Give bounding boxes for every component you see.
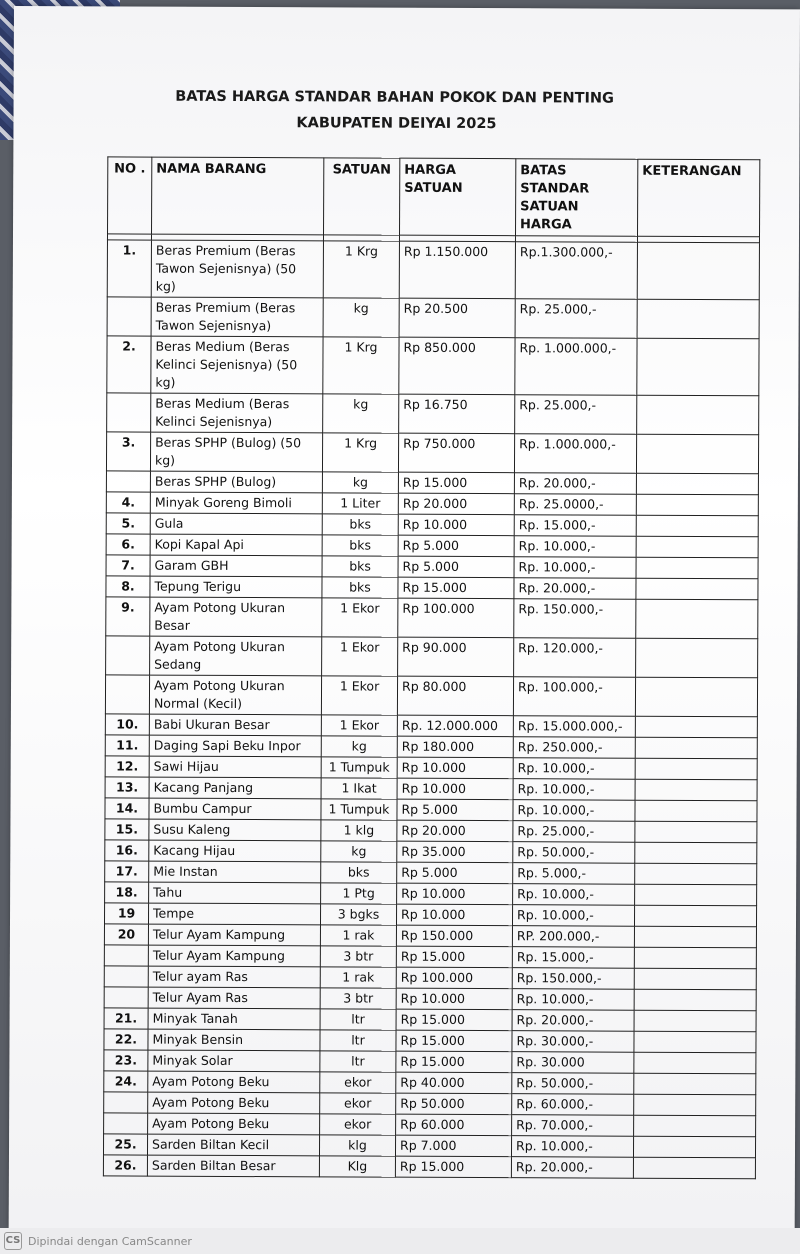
table-row — [106, 471, 758, 495]
header-nama-barang: NAMA BARANG — [152, 157, 324, 235]
cell-keterangan — [635, 863, 757, 885]
cell-satuan: kg — [321, 736, 397, 757]
cell-no — [107, 297, 151, 336]
cell-harga-satuan: Rp 7.000 — [395, 1135, 511, 1157]
cell-satuan: kg — [321, 841, 397, 862]
cell-nama-barang: Kacang Panjang — [149, 777, 321, 799]
header-satuan: SATUAN — [324, 158, 400, 235]
cell-nama-barang: Susu Kaleng — [149, 819, 321, 841]
cell-harga-satuan: Rp 20.500 — [399, 298, 515, 338]
cell-no: 4. — [106, 492, 150, 513]
cell-keterangan — [634, 1094, 756, 1116]
scanner-footer — [0, 1228, 800, 1254]
cell-batas-standar: Rp. 10.000,- — [513, 758, 635, 780]
cell-harga-satuan: Rp 15.000 — [396, 1009, 512, 1031]
cell-satuan: Klg — [319, 1156, 395, 1177]
cell-no — [105, 675, 149, 714]
table-row — [105, 675, 757, 717]
cell-harga-satuan: Rp 100.000 — [398, 598, 514, 638]
cell-nama-barang: Mie Instan — [149, 861, 321, 883]
cell-no: 24. — [104, 1071, 148, 1092]
cell-satuan: 1 rak — [320, 925, 396, 946]
scanned-page — [9, 6, 800, 1231]
cell-nama-barang: Tepung Terigu — [150, 576, 322, 598]
cell-satuan: ekor — [320, 1072, 396, 1093]
cell-batas-standar: Rp. 10.000,- — [514, 557, 636, 579]
cell-satuan: 1 klg — [321, 820, 397, 841]
cell-batas-standar: Rp. 20.000,- — [512, 1010, 634, 1032]
document-title: BATAS HARGA STANDAR BAHAN POKOK DAN PENTING — [175, 88, 615, 107]
cell-nama-barang: Ayam Potong Beku — [148, 1092, 320, 1114]
cell-harga-satuan: Rp 10.000 — [396, 904, 512, 926]
table-row — [106, 597, 758, 639]
cell-satuan: 1 Krg — [323, 241, 399, 298]
cell-harga-satuan: Rp 15.000 — [398, 577, 514, 599]
cell-harga-satuan: Rp 10.000 — [397, 757, 513, 779]
cell-harga-satuan: Rp 750.000 — [398, 433, 514, 473]
cell-batas-standar: Rp. 25.0000,- — [514, 494, 636, 516]
cell-satuan: bks — [322, 556, 398, 577]
cell-keterangan — [635, 821, 757, 843]
cell-batas-standar: Rp. 50.000,- — [512, 1073, 634, 1095]
cell-harga-satuan: Rp 15.000 — [396, 1030, 512, 1052]
cell-keterangan — [634, 1031, 756, 1053]
cell-nama-barang: Sarden Biltan Kecil — [147, 1134, 319, 1156]
cell-batas-standar: Rp. 60.000,- — [512, 1094, 634, 1116]
table-row — [106, 576, 758, 600]
cell-no: 2. — [107, 336, 151, 393]
cell-satuan: ekor — [320, 1093, 396, 1114]
cell-keterangan — [634, 968, 756, 990]
cell-nama-barang: Ayam Potong Ukuran Besar — [150, 597, 322, 637]
cell-no: 25. — [103, 1134, 147, 1155]
cell-batas-standar: Rp. 5.000,- — [513, 863, 635, 885]
table-row — [104, 1092, 756, 1116]
cell-batas-standar: Rp. 20.000,- — [511, 1157, 633, 1179]
table-row — [104, 1113, 756, 1137]
table-row — [106, 432, 758, 474]
cell-satuan: 1 Ikat — [321, 778, 397, 799]
table-row — [105, 819, 757, 843]
cell-keterangan — [636, 638, 758, 678]
cell-nama-barang: Garam GBH — [150, 555, 322, 577]
cell-no: 26. — [103, 1155, 147, 1176]
table-row — [105, 882, 757, 906]
table-row — [104, 1050, 756, 1074]
table-row — [104, 987, 756, 1011]
table-row — [106, 492, 758, 516]
cell-nama-barang: Babi Ukuran Besar — [149, 714, 321, 736]
cell-keterangan — [637, 395, 759, 435]
cell-harga-satuan: Rp 40.000 — [396, 1072, 512, 1094]
cell-harga-satuan: Rp 20.000 — [397, 820, 513, 842]
cell-satuan: bks — [322, 514, 398, 535]
cell-nama-barang: Sawi Hijau — [149, 756, 321, 778]
cell-keterangan — [634, 947, 756, 969]
cell-no: 20 — [104, 924, 148, 945]
cell-harga-satuan: Rp 16.750 — [399, 394, 515, 434]
cell-satuan: 1 Krg — [322, 433, 398, 472]
cell-batas-standar: Rp. 25.000,- — [513, 821, 635, 843]
cell-satuan: 1 Ptg — [321, 883, 397, 904]
cell-no: 6. — [106, 534, 150, 555]
cell-satuan: bks — [322, 577, 398, 598]
cell-no: 12. — [105, 756, 149, 777]
table-row — [104, 903, 756, 927]
cell-batas-standar: Rp. 10.000,- — [511, 1136, 633, 1158]
cell-nama-barang: Ayam Potong Ukuran Sedang — [150, 636, 322, 676]
cell-satuan: klg — [319, 1135, 395, 1156]
cell-batas-standar: Rp. 30.000 — [512, 1052, 634, 1074]
cell-batas-standar: Rp. 120.000,- — [514, 638, 636, 678]
cell-satuan: bks — [321, 862, 397, 883]
cell-keterangan — [634, 1052, 756, 1074]
cell-no — [104, 1092, 148, 1113]
cell-batas-standar: Rp. 1.000.000,- — [515, 338, 637, 396]
cell-keterangan — [637, 242, 759, 300]
cell-keterangan — [635, 716, 757, 738]
price-table — [103, 156, 760, 1179]
cell-keterangan — [634, 1010, 756, 1032]
cell-batas-standar: Rp. 10.000,- — [514, 536, 636, 558]
cell-harga-satuan: Rp 5.000 — [397, 799, 513, 821]
cell-harga-satuan: Rp 35.000 — [397, 841, 513, 863]
table-row — [107, 336, 759, 396]
table-row — [104, 1008, 756, 1032]
cell-nama-barang: Minyak Goreng Bimoli — [150, 492, 322, 514]
cell-harga-satuan: Rp 20.000 — [398, 493, 514, 515]
cell-keterangan — [635, 842, 757, 864]
cell-batas-standar: Rp. 10.000,- — [513, 779, 635, 801]
cell-keterangan — [635, 779, 757, 801]
cell-no: 18. — [105, 882, 149, 903]
cell-keterangan — [634, 1073, 756, 1095]
cell-no: 13. — [105, 777, 149, 798]
table-row — [105, 777, 757, 801]
table-header-row — [108, 157, 760, 237]
cell-keterangan — [634, 926, 756, 948]
cell-batas-standar: Rp. 10.000,- — [513, 800, 635, 822]
cell-harga-satuan: Rp 80.000 — [397, 676, 513, 716]
table-row — [106, 534, 758, 558]
cell-nama-barang: Gula — [150, 513, 322, 535]
cell-keterangan — [635, 737, 757, 759]
table-row — [104, 1029, 756, 1053]
camscanner-logo-icon: CS — [4, 1232, 22, 1250]
table-row — [104, 924, 756, 948]
document-subtitle: KABUPATEN DEIYAI 2025 — [296, 115, 497, 133]
table-row — [105, 714, 757, 738]
cell-keterangan — [636, 494, 758, 516]
cell-nama-barang: Beras Medium (Beras Kelinci Sejenisnya) — [151, 393, 323, 433]
cell-satuan: 1 Krg — [323, 337, 399, 394]
cell-keterangan — [636, 599, 758, 639]
cell-no: 19 — [104, 903, 148, 924]
cell-harga-satuan: Rp 1.150.000 — [399, 241, 515, 299]
cell-satuan: 3 btr — [320, 988, 396, 1009]
cell-no: 11. — [105, 735, 149, 756]
cell-satuan: ekor — [320, 1114, 396, 1135]
cell-satuan: 3 bgks — [320, 904, 396, 925]
cell-batas-standar: Rp. 15.000,- — [512, 947, 634, 969]
cell-keterangan — [636, 536, 758, 558]
cell-keterangan — [635, 800, 757, 822]
cell-batas-standar: Rp. 25.000,- — [515, 395, 637, 435]
table-row — [107, 297, 759, 339]
cell-nama-barang: Beras Premium (Beras Tawon Sejenisnya) — [151, 297, 323, 337]
cell-nama-barang: Telur ayam Ras — [148, 966, 320, 988]
table-row — [105, 861, 757, 885]
table-row — [105, 735, 757, 759]
table-row — [106, 555, 758, 579]
cell-batas-standar: Rp. 70.000,- — [512, 1115, 634, 1137]
cell-batas-standar: Rp. 30.000,- — [512, 1031, 634, 1053]
table-row — [106, 636, 758, 678]
cell-nama-barang: Beras Medium (Beras Kelinci Sejenisnya) (50 kg) — [151, 336, 323, 394]
cell-no: 5. — [106, 513, 150, 534]
header-harga-satuan: HARGA SATUAN — [400, 158, 516, 236]
cell-nama-barang: Tahu — [149, 882, 321, 904]
cell-nama-barang: Ayam Potong Beku — [148, 1113, 320, 1135]
cell-harga-satuan: Rp 15.000 — [396, 946, 512, 968]
cell-no — [104, 966, 148, 987]
cell-no: 14. — [105, 798, 149, 819]
cell-batas-standar: Rp. 1.000.000,- — [514, 434, 636, 474]
cell-batas-standar: Rp.1.300.000,- — [515, 242, 637, 300]
cell-harga-satuan: Rp 15.000 — [398, 472, 514, 494]
cell-satuan: 1 Tumpuk — [321, 799, 397, 820]
cell-keterangan — [634, 905, 756, 927]
cell-nama-barang: Minyak Tanah — [148, 1008, 320, 1030]
cell-satuan: 1 rak — [320, 967, 396, 988]
cell-nama-barang: Beras SPHP (Bulog) — [150, 471, 322, 493]
cell-no: 7. — [106, 555, 150, 576]
cell-satuan: kg — [323, 394, 399, 433]
cell-harga-satuan: Rp 5.000 — [398, 535, 514, 557]
cell-no — [106, 636, 150, 675]
table-row — [103, 1134, 755, 1158]
cell-harga-satuan: Rp 10.000 — [397, 778, 513, 800]
table-row — [106, 513, 758, 537]
cell-keterangan — [635, 758, 757, 780]
cell-harga-satuan: Rp 90.000 — [398, 637, 514, 677]
cell-harga-satuan: Rp 850.000 — [399, 337, 515, 395]
cell-batas-standar: Rp. 15.000.000,- — [513, 716, 635, 738]
cell-harga-satuan: Rp 60.000 — [396, 1114, 512, 1136]
cell-no — [104, 1113, 148, 1134]
cell-batas-standar: Rp. 20.000,- — [514, 578, 636, 600]
cell-keterangan — [634, 989, 756, 1011]
cell-batas-standar: Rp. 250.000,- — [513, 737, 635, 759]
header-no: NO . — [108, 157, 152, 234]
cell-no: 15. — [105, 819, 149, 840]
table-row — [104, 945, 756, 969]
cell-satuan: 1 Liter — [322, 493, 398, 514]
cell-nama-barang: Beras SPHP (Bulog) (50 kg) — [150, 432, 322, 472]
cell-batas-standar: RP. 200.000,- — [512, 926, 634, 948]
cell-satuan: 1 Ekor — [321, 715, 397, 736]
cell-harga-satuan: Rp 100.000 — [396, 967, 512, 989]
cell-keterangan — [634, 1115, 756, 1137]
cell-harga-satuan: Rp 15.000 — [395, 1156, 511, 1178]
table-row — [105, 840, 757, 864]
cell-no — [107, 393, 151, 432]
cell-batas-standar: Rp. 100.000,- — [513, 677, 635, 717]
cell-satuan: 1 Ekor — [321, 676, 397, 715]
cell-keterangan — [636, 557, 758, 579]
header-batas-standar: BATAS STANDAR SATUAN HARGA — [516, 159, 638, 237]
cell-nama-barang: Telur Ayam Ras — [148, 987, 320, 1009]
cell-keterangan — [636, 578, 758, 600]
cell-satuan: ltr — [320, 1030, 396, 1051]
cell-no: 22. — [104, 1029, 148, 1050]
cell-batas-standar: Rp. 20.000,- — [514, 473, 636, 495]
cell-nama-barang: Ayam Potong Beku — [148, 1071, 320, 1093]
cell-satuan: kg — [323, 298, 399, 337]
table-row — [103, 1155, 755, 1179]
cell-keterangan — [633, 1157, 755, 1179]
cell-nama-barang: Kopi Kapal Api — [150, 534, 322, 556]
cell-keterangan — [636, 473, 758, 495]
cell-batas-standar: Rp. 50.000,- — [513, 842, 635, 864]
cell-satuan: kg — [322, 472, 398, 493]
cell-batas-standar: Rp. 10.000,- — [512, 989, 634, 1011]
cell-nama-barang: Telur Ayam Kampung — [148, 945, 320, 967]
cell-no: 9. — [106, 597, 150, 636]
cell-keterangan — [633, 1136, 755, 1158]
cell-no: 1. — [107, 240, 151, 297]
cell-harga-satuan: Rp 10.000 — [398, 514, 514, 536]
cell-no: 16. — [105, 840, 149, 861]
cell-nama-barang: Sarden Biltan Besar — [147, 1155, 319, 1177]
cell-no — [106, 471, 150, 492]
cell-batas-standar: Rp. 150.000,- — [512, 968, 634, 990]
cell-keterangan — [637, 338, 759, 396]
cell-harga-satuan: Rp 15.000 — [396, 1051, 512, 1073]
cell-nama-barang: Beras Premium (Beras Tawon Sejenisnya) (50 kg) — [151, 240, 323, 298]
cell-no: 17. — [105, 861, 149, 882]
table-row — [107, 393, 759, 435]
cell-keterangan — [636, 434, 758, 474]
cell-no — [104, 945, 148, 966]
table-row — [105, 756, 757, 780]
cell-keterangan — [636, 515, 758, 537]
scanner-watermark-text: Dipindai dengan CamScanner — [28, 1234, 192, 1248]
cell-no: 3. — [106, 432, 150, 471]
table-row — [107, 240, 759, 300]
cell-no: 21. — [104, 1008, 148, 1029]
cell-harga-satuan: Rp 5.000 — [397, 862, 513, 884]
cell-keterangan — [635, 884, 757, 906]
header-keterangan: KETERANGAN — [638, 159, 760, 237]
cell-satuan: ltr — [320, 1051, 396, 1072]
cell-nama-barang: Ayam Potong Ukuran Normal (Kecil) — [149, 675, 321, 715]
cell-batas-standar: Rp. 15.000,- — [514, 515, 636, 537]
cell-batas-standar: Rp. 10.000,- — [513, 884, 635, 906]
cell-nama-barang: Daging Sapi Beku Inpor — [149, 735, 321, 757]
cell-satuan: 3 btr — [320, 946, 396, 967]
cell-harga-satuan: Rp 150.000 — [396, 925, 512, 947]
cell-no — [104, 987, 148, 1008]
cell-no: 8. — [106, 576, 150, 597]
cell-satuan: 1 Tumpuk — [321, 757, 397, 778]
cell-nama-barang: Minyak Solar — [148, 1050, 320, 1072]
table-row — [104, 1071, 756, 1095]
table-row — [104, 966, 756, 990]
cell-satuan: 1 Ekor — [322, 637, 398, 676]
cell-batas-standar: Rp. 10.000,- — [512, 905, 634, 927]
cell-harga-satuan: Rp 10.000 — [397, 883, 513, 905]
table-row — [105, 798, 757, 822]
cell-harga-satuan: Rp 5.000 — [398, 556, 514, 578]
cell-satuan: bks — [322, 535, 398, 556]
cell-nama-barang: Kacang Hijau — [149, 840, 321, 862]
cell-harga-satuan: Rp. 12.000.000 — [397, 715, 513, 737]
cell-batas-standar: Rp. 150.000,- — [514, 599, 636, 639]
cell-no: 23. — [104, 1050, 148, 1071]
cell-harga-satuan: Rp 10.000 — [396, 988, 512, 1010]
cell-satuan: 1 Ekor — [322, 598, 398, 637]
cell-nama-barang: Tempe — [148, 903, 320, 925]
cell-nama-barang: Telur Ayam Kampung — [148, 924, 320, 946]
cell-harga-satuan: Rp 180.000 — [397, 736, 513, 758]
cell-keterangan — [637, 299, 759, 339]
cell-harga-satuan: Rp 50.000 — [396, 1093, 512, 1115]
cell-batas-standar: Rp. 25.000,- — [515, 299, 637, 339]
cell-keterangan — [635, 677, 757, 717]
cell-nama-barang: Bumbu Campur — [149, 798, 321, 820]
cell-satuan: ltr — [320, 1009, 396, 1030]
cell-nama-barang: Minyak Bensin — [148, 1029, 320, 1051]
table-body — [103, 240, 759, 1179]
cell-no: 10. — [105, 714, 149, 735]
